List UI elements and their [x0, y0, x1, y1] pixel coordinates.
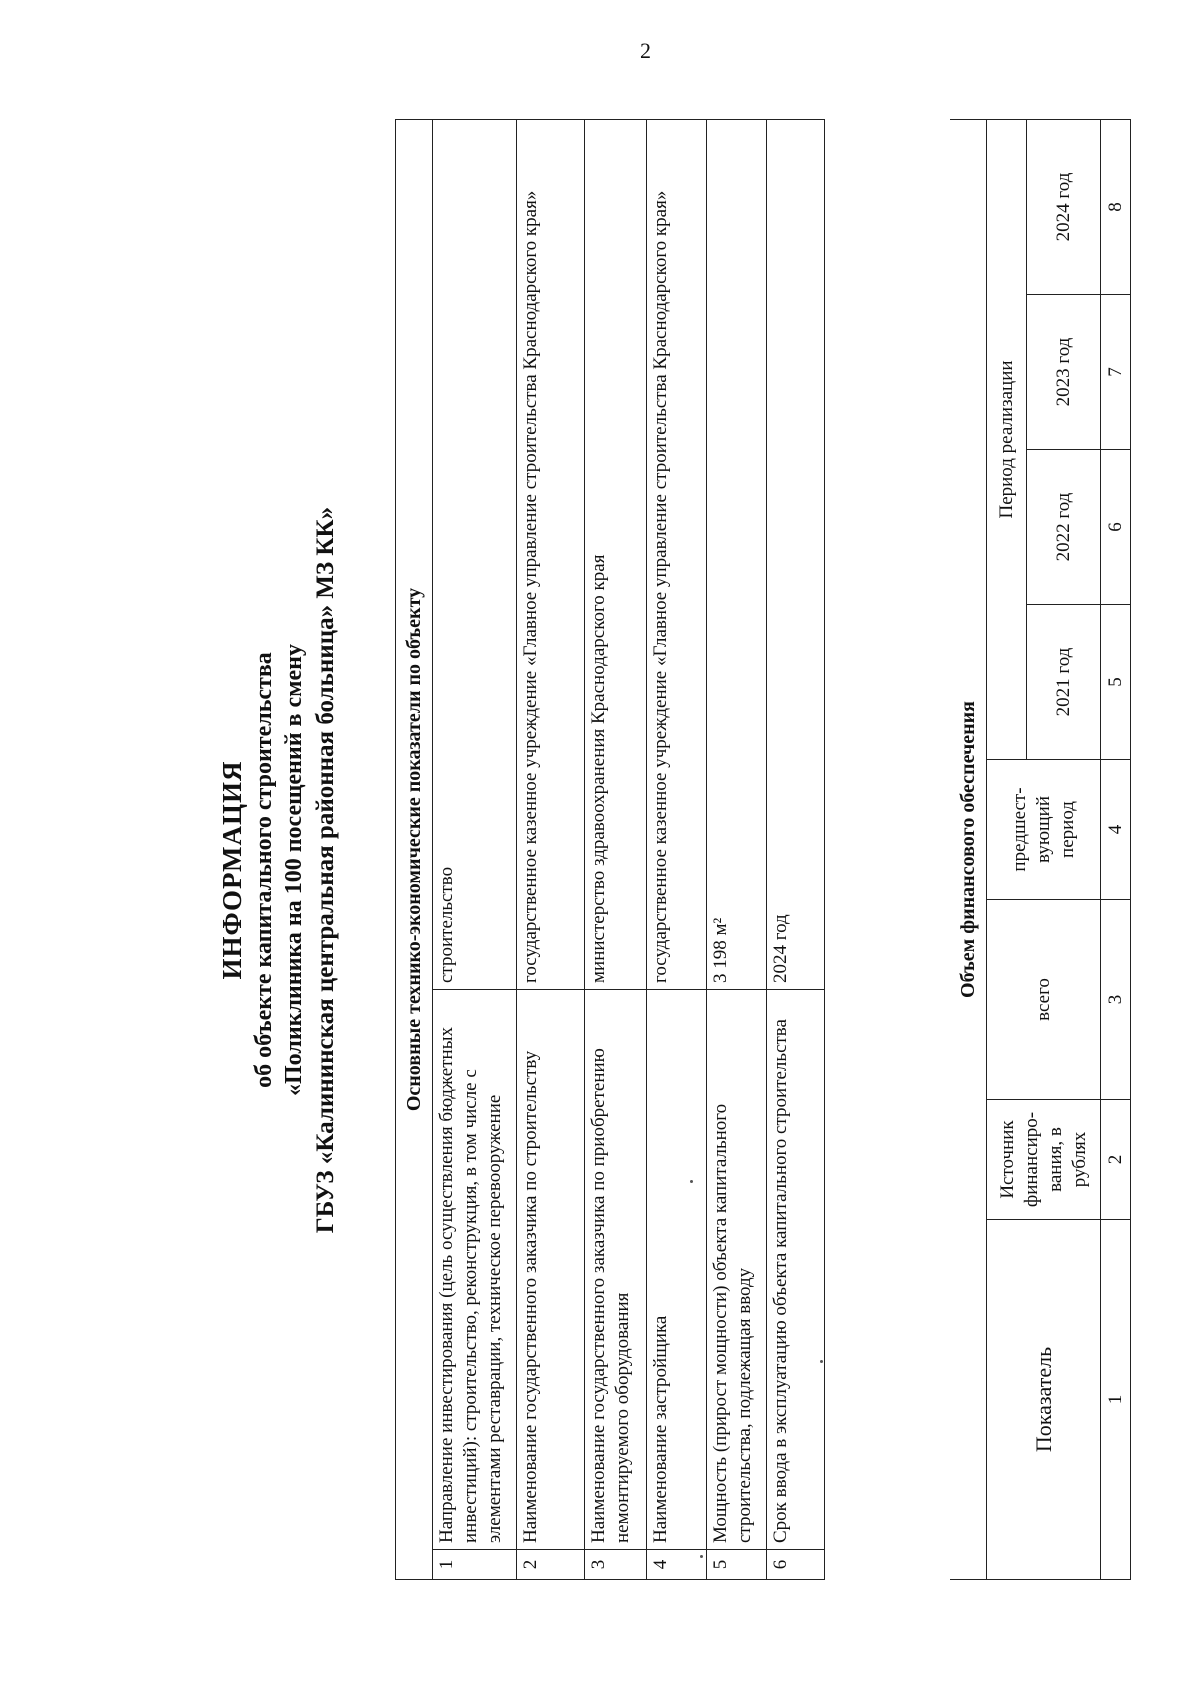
row-value: министерство здравоохранения Краснодарского края	[585, 120, 647, 990]
col-source-header: Источник финансиро- вания, в рублях	[987, 1100, 1101, 1220]
column-number: 8	[1101, 119, 1131, 294]
table-row	[767, 120, 825, 1580]
year-header: 2022 год	[1027, 450, 1101, 605]
row-label: Наименование государственного заказчика по приобретению немонтируемого оборудования	[585, 990, 647, 1550]
row-value: государственное казенное учреждение «Главное управление строительства Краснодарского края»	[647, 120, 707, 990]
row-value: 2024 год	[767, 120, 825, 990]
document-header	[215, 120, 342, 1620]
column-number: 3	[1101, 900, 1131, 1100]
row-number: 1	[433, 1550, 517, 1580]
section-title: Основные технико-экономические показатели по объекту	[396, 120, 433, 1580]
row-number: 6	[767, 1550, 825, 1580]
column-number: 4	[1101, 760, 1131, 900]
subtitle-line: «Поликлиника на 100 посещений в смену	[281, 644, 307, 1096]
table-row	[433, 120, 517, 1580]
row-value: строительство	[433, 120, 517, 990]
row-label: Направление инвестирования (цель осуществления бюджетных инвестиций): строительство, реконструкция, в том числе с элементами реставрации, техническое перевооружение	[433, 990, 517, 1550]
row-number: 3	[585, 1550, 647, 1580]
row-number: 5	[707, 1550, 767, 1580]
column-number: 5	[1101, 605, 1131, 760]
year-header: 2021 год	[1027, 605, 1101, 760]
year-header: 2023 год	[1027, 295, 1101, 450]
column-number: 2	[1101, 1100, 1131, 1220]
subtitle-line: ГБУЗ «Калининская центральная районная больница» МЗ КК»	[312, 506, 339, 1234]
table-row	[517, 120, 585, 1580]
row-label: Мощность (прирост мощности) объекта капитального строительства, подлежащая вводу	[707, 990, 767, 1550]
section-title: Объем финансового обеспечения	[950, 119, 987, 1579]
row-label: Наименование государственного заказчика по строительству	[517, 990, 585, 1550]
col-indicator-header: Показатель	[987, 1220, 1101, 1580]
table-row	[707, 120, 767, 1580]
row-value: 3 198 м²	[707, 120, 767, 990]
year-header: 2024 год	[1027, 119, 1101, 294]
col-total-header: всего	[987, 900, 1101, 1100]
row-label: Наименование застройщика	[647, 990, 707, 1550]
indicators-table	[395, 119, 825, 1580]
row-number: 4	[647, 1550, 707, 1580]
column-number: 1	[1101, 1220, 1131, 1580]
rotated-document	[215, 120, 1175, 1620]
row-value: государственное казенное учреждение «Главное управление строительства Краснодарского края»	[517, 120, 585, 990]
column-number-row	[1101, 119, 1131, 1579]
row-number: 2	[517, 1550, 585, 1580]
col-prev-header: предшест- вующий период	[987, 760, 1101, 900]
page-number: 2	[640, 38, 651, 63]
document-title: ИНФОРМАЦИЯ	[217, 760, 247, 980]
row-label: Срок ввода в эксплуатацию объекта капитального строительства	[767, 990, 825, 1550]
period-header: Период реализации	[987, 119, 1027, 759]
table-row	[647, 120, 707, 1580]
column-number: 7	[1101, 295, 1131, 450]
financing-table	[950, 119, 1131, 1580]
table-row	[585, 120, 647, 1580]
column-number: 6	[1101, 450, 1131, 605]
subtitle-line: об объекте капитального строительства	[251, 652, 277, 1088]
